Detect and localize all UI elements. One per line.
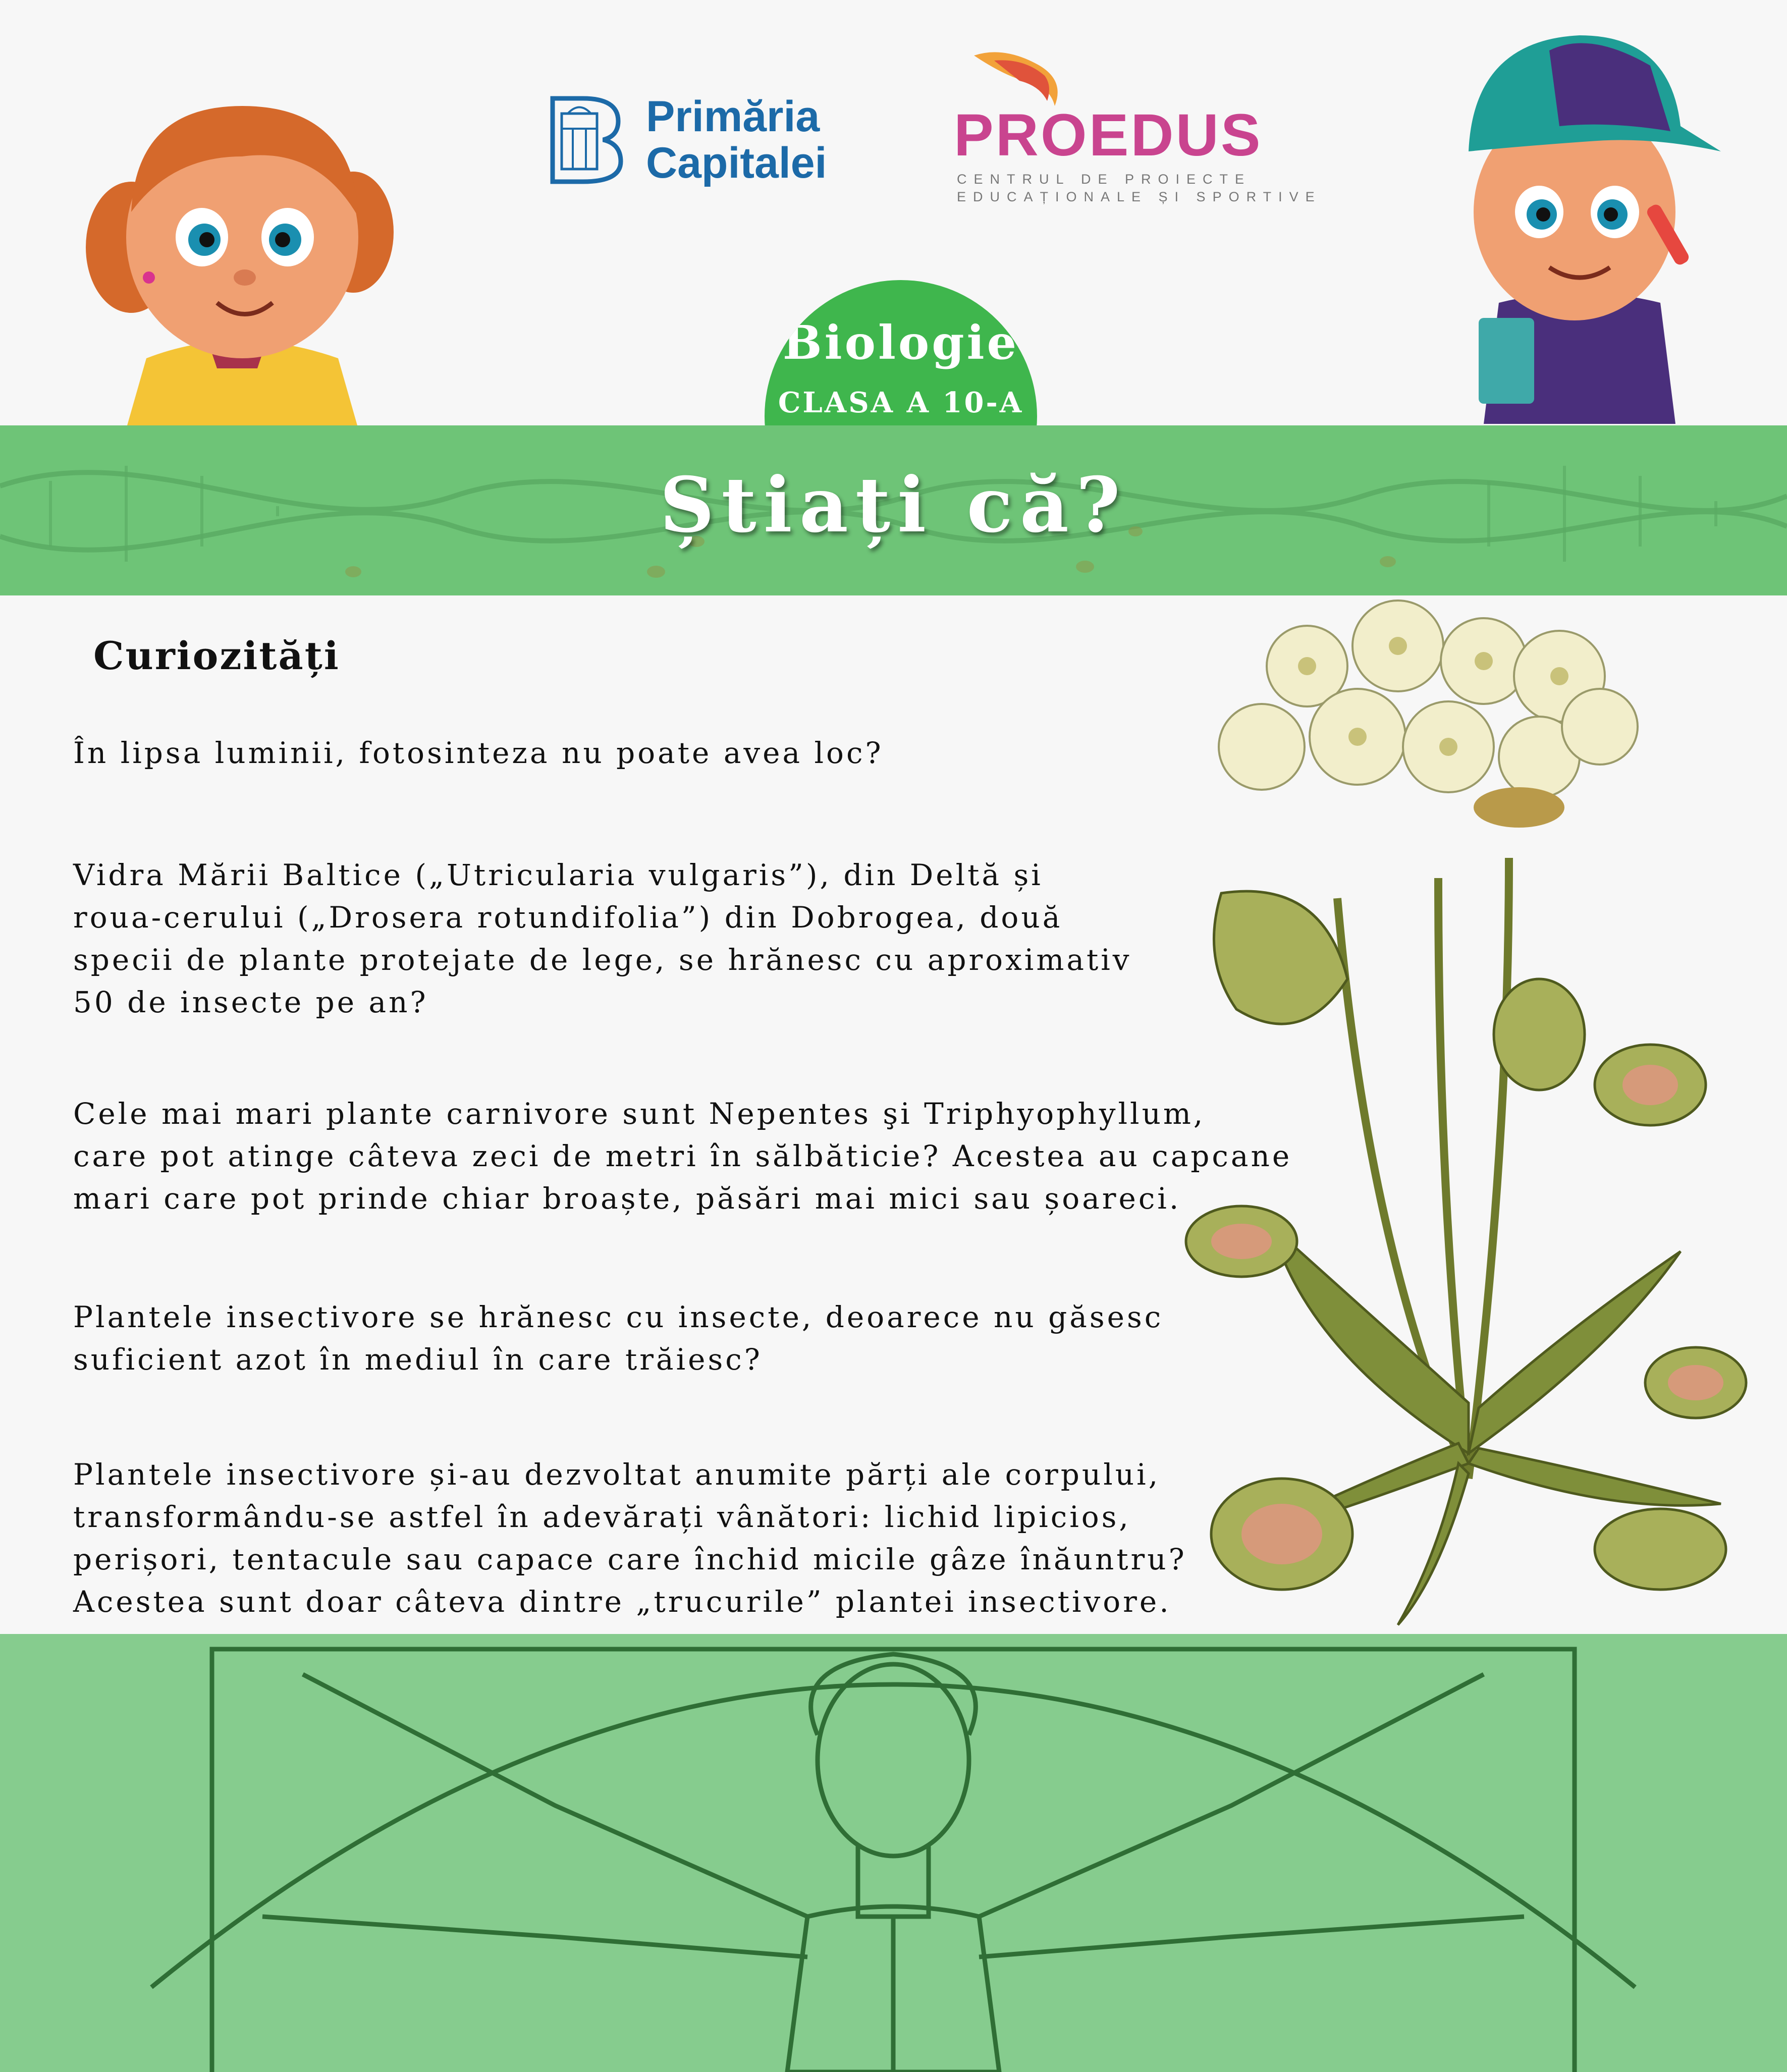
primaria-line1: Primăria [646,92,820,141]
fact-2: Vidra Mării Baltice („Utricularia vulgaris”), din Deltă și roua-cerului („Drosera rotundifolia”) din Dobrogea, două specii de plante protejate de lege, se hrănesc cu aproximativ 50 de insecte pe an? [73,858,1132,1019]
venus-flytrap-illustration [1156,595,1761,1635]
primaria-emblem-icon [548,93,623,184]
top-banner [0,425,1787,595]
subject-class: CLASA A 10-A [778,386,1024,419]
fact-5: Plantele insectivore și-au dezvoltat anumite părți ale corpului, transformându-se astfel în adevărați vânători: lichid lipicios, perișori, tentacule sau capace care închid micile gâze înăuntru? Acestea sunt doar câteva dintre „trucurile” plantei insectivore. [73,1457,1187,1619]
primaria-line2: Capitalei [646,139,827,187]
primaria-capitalei-logo [548,91,850,187]
fact-3: Cele mai mari plante carnivore sunt Nepentes şi Triphyophyllum, care pot atinge câteva zeci de metri în sălbăticie? Acestea au capcane mari care pot prinde chiar broaște, păsări mai mici sau șoareci. [73,1097,1292,1216]
proedus-tagline-1: CENTRUL DE PROIECTE [957,172,1252,187]
fact-1: În lipsa luminii, fotosinteza nu poate avea loc? [73,736,884,770]
vitruvian-man-illustration [0,1634,1787,2072]
proedus-tagline-2: EDUCAȚIONALE ȘI SPORTIVE [957,189,1322,204]
bottom-banner [0,1634,1787,2072]
fact-4: Plantele insectivore se hrănesc cu insecte, deoarece nu găsesc suficient azot în mediul în care trăiesc? [73,1300,1164,1377]
banner-title: Știați că? [660,461,1127,550]
boy-mascot-illustration [1438,20,1721,424]
section-heading: Curiozități [93,633,340,678]
proedus-logo [954,45,1322,204]
proedus-wordmark: PROEDUS [954,102,1263,169]
subject-title: Biologie [782,315,1019,370]
girl-mascot-illustration [56,86,419,429]
